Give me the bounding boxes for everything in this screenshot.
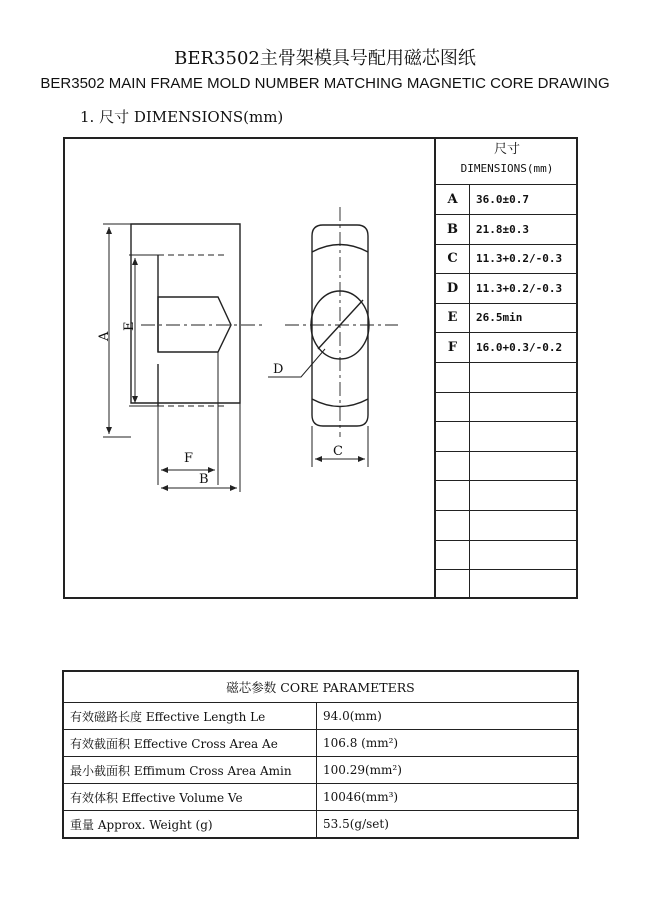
param-label: 有效体积 Effective Volume Ve (63, 784, 317, 811)
param-label: 有效截面积 Effective Cross Area Ae (63, 730, 317, 757)
table-row (436, 392, 578, 422)
dimension-letter (436, 451, 470, 480)
dimensions-table-header (436, 137, 578, 185)
table-row (436, 244, 578, 274)
dimension-letter (436, 540, 470, 569)
dimension-letter: E (436, 303, 470, 332)
section-heading: 1. 尺寸 DIMENSIONS(mm) (80, 108, 284, 126)
dimension-value: 11.3+0.2/-0.3 (476, 252, 563, 266)
dimension-letter: D (436, 274, 470, 303)
param-label: 最小截面积 Effimum Cross Area Amin (63, 757, 317, 784)
dimension-value: 16.0+0.3/-0.2 (476, 341, 563, 354)
table-row (436, 303, 578, 333)
table-row (436, 422, 578, 452)
dimension-letter (436, 570, 470, 599)
table-row (436, 274, 578, 304)
table-row (436, 185, 578, 215)
core-parameters-header: 磁芯参数 CORE PARAMETERS (63, 671, 578, 703)
dimension-value: 11.3+0.2/-0.3 (476, 281, 563, 295)
dimension-letter: B (436, 215, 470, 244)
param-value: 106.8 (mm²) (317, 730, 579, 757)
param-value: 100.29(mm²) (317, 757, 579, 784)
dimension-value: 26.5min (476, 311, 523, 325)
dimensions-header-en: DIMENSIONS(mm) (460, 162, 554, 175)
param-value: 10046(mm³) (317, 784, 579, 811)
core-parameters-table (62, 670, 579, 839)
label-b: B (199, 472, 209, 487)
core-technical-drawing (63, 137, 435, 599)
param-value: 53.5(g/set) (317, 811, 579, 839)
dimension-letter: C (436, 244, 470, 273)
dimension-letter (436, 392, 470, 421)
table-row (63, 703, 578, 730)
table-row (436, 481, 578, 511)
dimension-letter: F (436, 333, 470, 362)
table-row (436, 333, 578, 363)
title-chinese: BER3502主骨架模具号配用磁芯图纸 (174, 48, 476, 69)
dimension-letter (436, 481, 470, 510)
param-value: 94.0(mm) (317, 703, 579, 730)
dimension-value: 21.8±0.3 (476, 222, 529, 236)
table-row (436, 540, 578, 570)
dimension-letter (436, 511, 470, 540)
table-row (436, 363, 578, 393)
dimension-letter (436, 422, 470, 451)
table-row (436, 215, 578, 245)
table-row (63, 784, 578, 811)
table-row (436, 570, 578, 600)
dimension-value: 36.0±0.7 (476, 193, 529, 206)
table-row (63, 730, 578, 757)
dimension-letter: A (436, 185, 470, 214)
label-f: F (184, 451, 194, 466)
label-d: D (273, 362, 284, 377)
e-core-outline (131, 224, 240, 403)
param-label: 重量 Approx. Weight (g) (63, 811, 317, 839)
title-english: BER3502 MAIN FRAME MOLD NUMBER MATCHING MAGNETIC CORE DRAWING (40, 75, 610, 92)
dimensions-table (434, 137, 578, 599)
table-row (63, 811, 578, 839)
param-label: 有效磁路长度 Effective Length Le (63, 703, 317, 730)
label-a: A (97, 331, 112, 341)
dimension-letter (436, 363, 470, 392)
label-c: C (333, 444, 343, 459)
table-row (436, 451, 578, 481)
table-row (436, 511, 578, 541)
table-row (63, 757, 578, 784)
dimensions-header-cn: 尺寸 (493, 142, 520, 157)
label-e: E (122, 321, 137, 331)
